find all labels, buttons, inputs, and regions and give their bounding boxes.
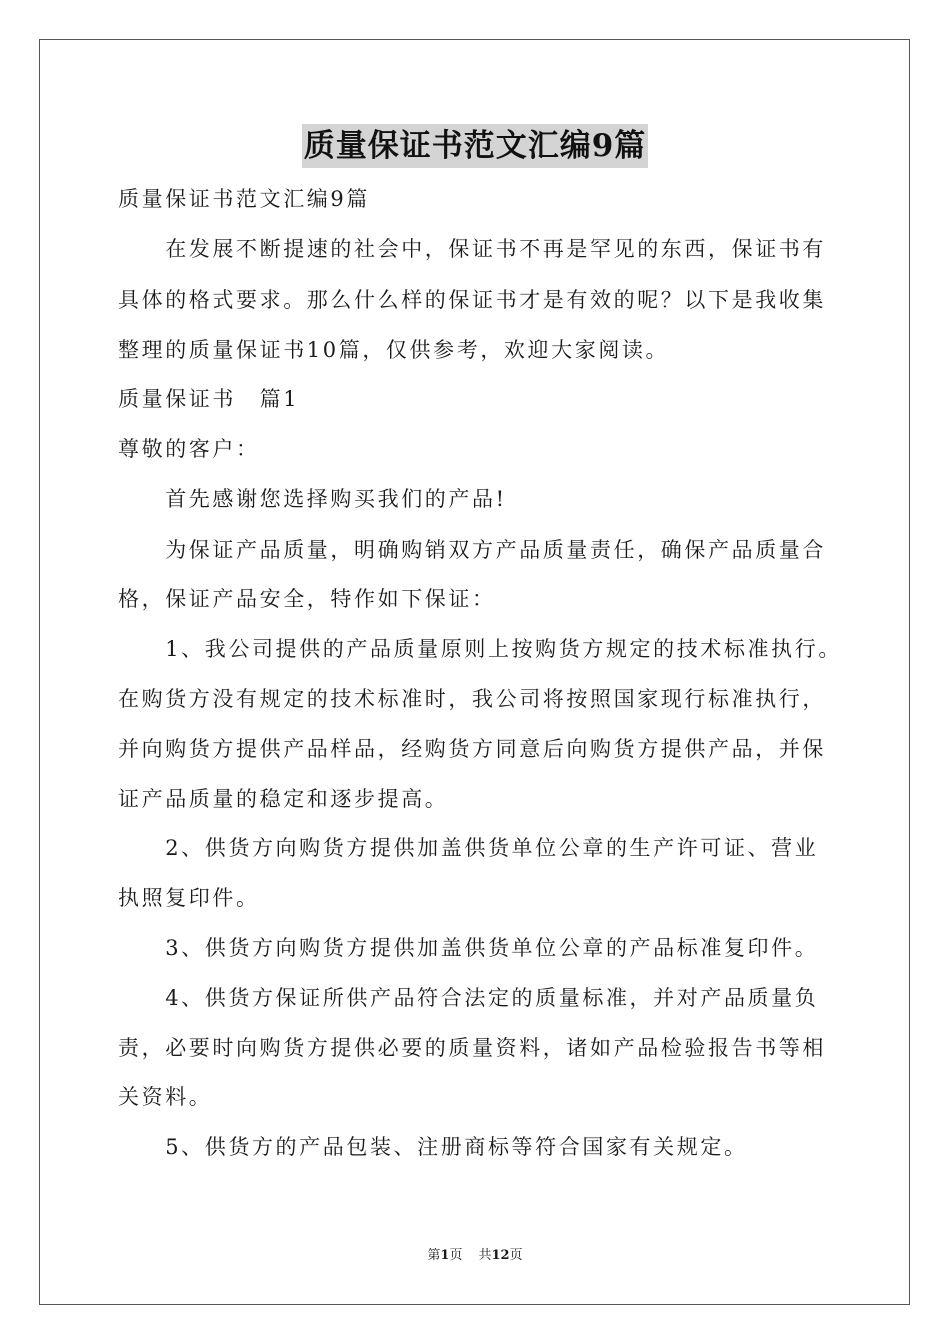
body-line: 4、供货方保证所供产品符合法定的质量标准，并对产品质量负 xyxy=(118,986,819,1010)
body-line: 执照复印件。 xyxy=(118,886,260,910)
page-suffix: 页 xyxy=(449,1248,463,1263)
subtitle-line: 质量保证书范文汇编9篇 xyxy=(118,187,370,211)
title-container xyxy=(0,124,950,168)
page-current: 1 xyxy=(440,1248,450,1263)
body-line: 5、供货方的产品包装、注册商标等符合国家有关规定。 xyxy=(118,1135,748,1159)
section-heading: 质量保证书 篇1 xyxy=(118,387,300,411)
document-title: 质量保证书范文汇编9篇 xyxy=(302,124,649,168)
body-line: 格，保证产品安全，特作如下保证： xyxy=(118,587,496,611)
total-prefix: 共 xyxy=(478,1248,492,1263)
body-line: 为保证产品质量，明确购销双方产品质量责任，确保产品质量合 xyxy=(118,538,826,562)
body-line: 首先感谢您选择购买我们的产品! xyxy=(118,487,507,511)
body-line: 整理的质量保证书10篇，仅供参考，欢迎大家阅读。 xyxy=(118,338,670,362)
body-line: 关资料。 xyxy=(118,1085,213,1109)
body-line: 在购货方没有规定的技术标准时，我公司将按照国家现行标准执行， xyxy=(118,687,826,711)
page-border xyxy=(39,39,910,1305)
body-line: 在发展不断提速的社会中，保证书不再是罕见的东西，保证书有 xyxy=(118,237,826,261)
body-line: 并向购货方提供产品样品，经购货方同意后向购货方提供产品，并保 xyxy=(118,737,826,761)
page-prefix: 第 xyxy=(427,1248,441,1263)
body-line: 证产品质量的稳定和逐步提高。 xyxy=(118,787,449,811)
body-line: 2、供货方向购货方提供加盖供货单位公章的生产许可证、营业 xyxy=(118,836,819,860)
salutation-line: 尊敬的客户： xyxy=(118,437,260,461)
total-suffix: 页 xyxy=(509,1248,523,1263)
body-line: 责，必要时向购货方提供必要的质量资料，诸如产品检验报告书等相 xyxy=(118,1036,826,1060)
page-footer xyxy=(0,1246,950,1266)
body-line: 3、供货方向购货方提供加盖供货单位公章的产品标准复印件。 xyxy=(118,936,819,960)
body-line: 具体的格式要求。那么什么样的保证书才是有效的呢？以下是我收集 xyxy=(118,288,826,312)
page-total: 12 xyxy=(491,1248,510,1263)
body-line: 1、我公司提供的产品质量原则上按购货方规定的技术标准执行。 xyxy=(118,637,842,661)
